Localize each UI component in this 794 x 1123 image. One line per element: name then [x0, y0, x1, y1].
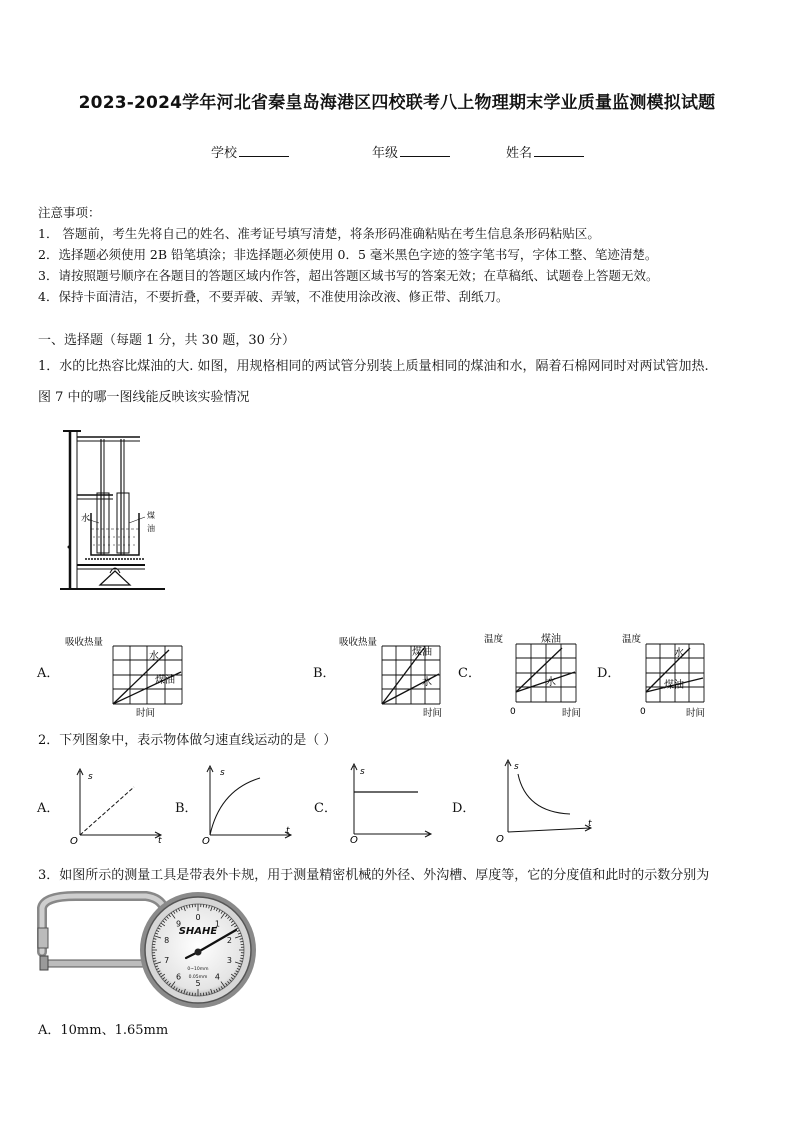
- x-axis-label: 时间: [423, 708, 443, 718]
- q2-option-a-graph[interactable]: [62, 763, 167, 845]
- dial-number: 3: [226, 956, 232, 966]
- note-item: 3．请按照题号顺序在各题目的答题区域内作答，超出答题区域书写的答案无效；在草稿纸、试题卷上答题无效。: [38, 268, 659, 283]
- question-1-text: 1．水的比热容比煤油的大. 如图，用规格相同的两试管分别装上质量相同的煤油和水，隔着石棉网同时对两试管加热.: [38, 359, 709, 374]
- s-axis-label: s: [514, 762, 519, 772]
- s-axis-label: s: [88, 772, 93, 782]
- q3-option-a[interactable]: A．10mm、1.65mm: [38, 1023, 169, 1038]
- dial-number: 6: [176, 972, 182, 982]
- school-label: 学校: [211, 146, 238, 161]
- water-line-label: 水: [546, 677, 556, 688]
- page-title: 2023-2024学年河北省秦皇岛海港区四校联考八上物理期末学业质量监测模拟试题: [78, 93, 716, 113]
- q2-option-b-label[interactable]: B．: [175, 801, 198, 816]
- note-item: 1． 答题前，考生先将自己的姓名、准考证号填写清楚，将条形码准确粘贴在考生信息条形码粘贴区。: [38, 226, 600, 241]
- x-axis-label: 时间: [686, 708, 706, 719]
- q1-option-d-graph[interactable]: [620, 630, 715, 720]
- grade-blank[interactable]: [400, 144, 450, 157]
- origin-label: 0: [640, 707, 646, 717]
- school-blank[interactable]: [239, 144, 289, 157]
- t-axis-label: t: [158, 836, 162, 845]
- dial-tick: [153, 941, 156, 942]
- dial-tick: [153, 958, 156, 959]
- q1-option-b-graph[interactable]: [336, 632, 461, 718]
- dial-number: 2: [226, 935, 232, 945]
- q2-option-d-label[interactable]: D．: [452, 801, 476, 816]
- q2-option-d-graph[interactable]: [494, 756, 598, 846]
- origin-label: 0: [510, 707, 516, 717]
- grade-label: 年级: [372, 146, 399, 161]
- dial-number: 9: [176, 919, 182, 929]
- water-line-label: 水: [422, 677, 432, 688]
- kerosene-line-label: 煤油: [155, 675, 175, 686]
- dial-caliper-figure: [36, 890, 268, 1012]
- question-3-text: 3．如图所示的测量工具是带表外卡规，用于测量精密机械的外径、外沟槽、厚度等，它的分度值和此时的示数分别为: [38, 868, 710, 883]
- y-axis-label: 温度: [622, 634, 642, 645]
- dial-number: 8: [164, 935, 170, 945]
- y-axis-label: 温度: [484, 634, 504, 645]
- origin-label: O: [70, 836, 78, 845]
- brand-logo-text: SHAHE: [178, 926, 218, 937]
- dial-number: 5: [195, 979, 201, 988]
- name-label: 姓名: [506, 146, 533, 161]
- y-axis-label: 吸收热量: [339, 637, 378, 648]
- q1-option-a-graph[interactable]: [65, 632, 190, 718]
- y-axis-label: 吸收热量: [65, 637, 104, 648]
- name-blank[interactable]: [534, 144, 584, 157]
- origin-label: O: [350, 835, 358, 844]
- notes-heading: 注意事项：: [38, 205, 101, 220]
- kerosene-line-label: 煤油: [541, 634, 561, 645]
- x-axis-label: 时间: [136, 708, 156, 718]
- q1-option-d-label[interactable]: D．: [597, 666, 621, 681]
- question-2-text: 2．下列图象中，表示物体做匀速直线运动的是（ ）: [38, 733, 337, 748]
- water-label: 水: [81, 514, 91, 524]
- name-field[interactable]: [506, 142, 584, 161]
- dial-tick: [240, 958, 243, 959]
- origin-label: O: [202, 836, 210, 845]
- dial-tick: [206, 992, 207, 995]
- note-item: 2．选择题必须使用 2B 铅笔填涂；非选择题必须使用 0．5 毫米黑色字迹的签字笔书写，字体工整、笔迹清楚。: [38, 247, 658, 262]
- kerosene-line-label: 煤油: [412, 647, 432, 658]
- school-field[interactable]: [211, 142, 289, 161]
- note-item: 4．保持卡面清洁，不要折叠，不要弄破、弄皱，不准使用涂改液、修正带、刮纸刀。: [38, 289, 509, 304]
- kerosene-line-label: 煤油: [664, 680, 684, 691]
- x-axis-label: 时间: [562, 708, 582, 719]
- t-axis-label: t: [588, 819, 592, 829]
- kerosene-label-2: 油: [147, 524, 155, 533]
- resolution-text: 0.05mm: [188, 975, 208, 980]
- heating-apparatus-figure: [55, 425, 175, 597]
- q2-option-c-label[interactable]: C．: [314, 801, 337, 816]
- origin-label: O: [496, 834, 504, 845]
- kerosene-label-1: 煤: [147, 511, 155, 520]
- dial-number: 7: [164, 956, 170, 966]
- q1-option-c-label[interactable]: C．: [458, 666, 481, 681]
- dial-tick: [206, 905, 207, 908]
- s-axis-label: s: [360, 767, 365, 777]
- dial-tick: [189, 905, 190, 908]
- q2-option-c-graph[interactable]: [340, 758, 440, 844]
- dial-number: 4: [214, 972, 220, 982]
- question-1-text-cont: 图 7 中的哪一图线能反映该实验情况: [38, 390, 250, 405]
- q2-option-b-graph[interactable]: [198, 760, 298, 845]
- q1-option-c-graph[interactable]: [480, 630, 585, 720]
- dial-tick: [240, 941, 243, 942]
- q1-option-b-label[interactable]: B．: [313, 666, 336, 681]
- t-axis-label: t: [286, 826, 290, 836]
- range-text: 0~10mm: [187, 967, 209, 972]
- dial-number: 0: [195, 913, 201, 922]
- q1-option-a-label[interactable]: A．: [37, 666, 60, 681]
- section-heading: 一、选择题（每题 1 分，共 30 题，30 分）: [38, 333, 296, 348]
- q2-option-a-label[interactable]: A．: [37, 801, 60, 816]
- grade-field[interactable]: [372, 142, 450, 161]
- s-axis-label: s: [220, 768, 225, 778]
- dial-number: 1: [214, 919, 220, 929]
- water-line-label: 水: [674, 648, 684, 659]
- dial-tick: [189, 992, 190, 995]
- water-line-label: 水: [149, 651, 159, 662]
